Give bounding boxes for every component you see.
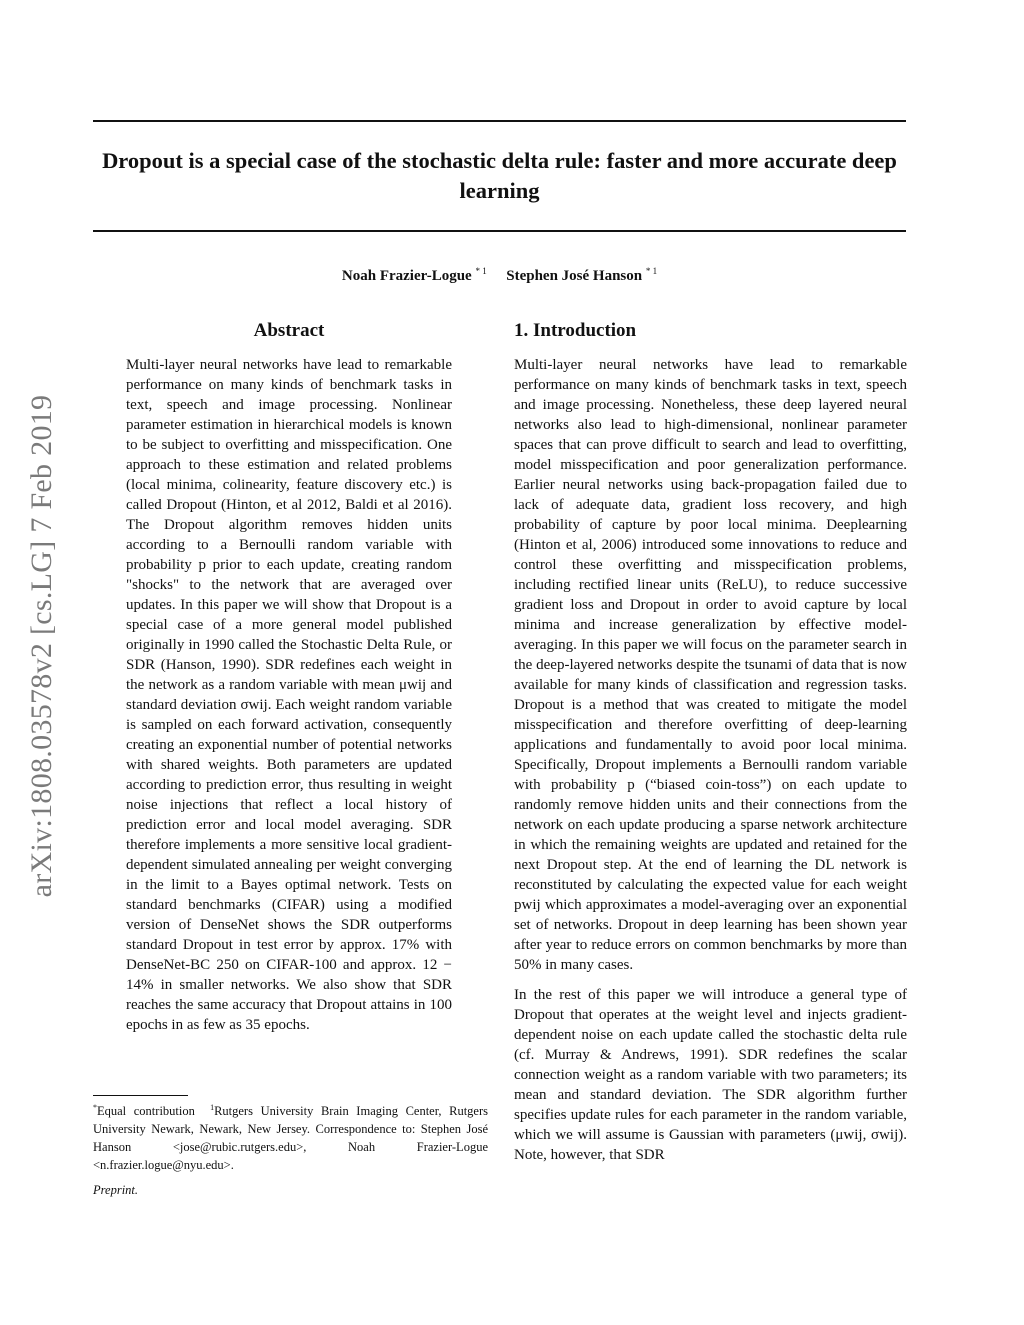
author-name: Noah Frazier-Logue (341, 268, 472, 284)
footnote-mark: 1 (210, 1103, 215, 1112)
preprint-label: Preprint. (93, 1183, 139, 1197)
title-rule-top (93, 120, 906, 122)
paper-title: Dropout is a special case of the stochastic delta rule: faster and more accurate deep learning (102, 148, 897, 203)
footnote-equal-contribution: Equal contribution (97, 1104, 195, 1119)
footnote-rule (93, 1095, 188, 1096)
introduction-heading: 1. Introduction (514, 320, 637, 341)
arxiv-stamp: arXiv:1808.03578v2 [cs.LG] 7 Feb 2019 (25, 394, 58, 898)
abstract-text: Multi-layer neural networks have lead to remarkable performance on many kinds of benchmark tasks in text, speech and image processing. Nonlinear parameter estimation in hierarchical models is known to be subject to overfitting and misspecification. One approach to these estimation and related problems (local minima, colinearity, feature discovery etc.) is called Dropout (Hinton, et al 2012, Baldi et al 2016). The Dropout algorithm removes hidden units according to a Bernoulli random variable with probability p prior to each update, creating random "shocks" to the network that are averaged over updates. In this paper we will show that Dropout is a special case of a more general model published originally in 1990 called the Stochastic Delta Rule, or SDR (Hanson, 1990). SDR redefines each weight in the network as a random variable with mean μwij and standard deviation σwij. Each weight random variable is sampled on each forward activation, consequently creating an exponential number of potential networks with shared weights. Both parameters are updated according to prediction error, thus resulting in weight noise injections that reflect a local history of prediction error and local model averaging. SDR therefore implements a more sensitive local gradient-dependent simulated annealing per weight converging in the limit to a Bayes optimal network. Tests on standard benchmarks (CIFAR) using a modified version of DenseNet shows the SDR outperforms standard Dropout in test error by approx. 17% with DenseNet-BC 250 on CIFAR-100 and approx. 12 − 14% in smaller networks. We also show that SDR reaches the same accuracy that Dropout attains in 100 epochs in as few as 35 epochs. (126, 357, 452, 1033)
author-marks: * 1 (645, 266, 658, 276)
footnote (93, 1099, 488, 1174)
author-marks: * 1 (475, 266, 487, 276)
author-list (93, 266, 906, 285)
paragraph: In the rest of this paper we will introduce a general type of Dropout that operates at the weight level and injects gradient-dependent noise on each update called the stochastic delta rule (cf. Murray & Andrews, 1991). SDR redefines the scalar connection weight as a random variable with two parameters; its mean and standard deviation. The SDR algorithm further specifies update rules for each parameter in the random variable, which we will assume is Gaussian with parameters (μwij, σwij). Note, however, that SDR (514, 987, 907, 1163)
introduction-body (514, 355, 907, 1175)
author-name: Stephen José Hanson (506, 268, 643, 284)
title-rule-bottom (93, 230, 906, 232)
abstract-heading: Abstract (253, 320, 325, 341)
footnote-affiliation: Rutgers University Brain Imaging Center, Rutgers University Newark, Newark, New Jersey. Correspondence to: Stephen José Hanson <jose@rubic.rutgers.edu>, Noah Frazier-Logue <n.frazier.logue@nyu.edu>. (93, 1104, 488, 1173)
footnote-mark: * (93, 1103, 97, 1112)
paragraph: Multi-layer neural networks have lead to remarkable performance on many kinds of benchmark tasks in text, speech and image processing. Nonetheless, these deep layered neural networks also lead to high-dimensional, nonlinear parameter spaces that can prove difficult to search and lead to overfitting, model misspecification and poor generalization performance. Earlier neural networks using back-propagation failed due to lack of adequate data, gradient loss recovery, and high probability of capture by poor local minima. Deeplearning (Hinton et al, 2006) introduced some innovations to reduce and control these overfitting and misspecification problems, including rectified linear units (ReLU), to reduce successive gradient loss and Dropout in order to avoid capture by local minima and increase generalization by effective model-averaging. In this paper we will focus on the parameter search in the deep-layered networks despite the tsunami of data that is now available for many kinds of classification and regression tasks. Dropout is a method that was created to mitigate the model misspecification and therefore overfitting of deep-learning applications and fundamentally to avoid poor local minima. Specifically, Dropout implements a Bernoulli random variable with probability p (“biased coin-toss”) on each update to randomly remove hidden units and their connections from the network on each update producing a sparse network architecture in which the remaining weights are updated and retained for the next Dropout step. At the end of learning the DL network is reconstituted by calculating the expected value for each weight pwij which approximates a model-averaging over an exponential set of networks. Dropout in deep learning has been shown year after year to reduce errors on common benchmarks by more than 50% in many cases. (514, 357, 907, 973)
